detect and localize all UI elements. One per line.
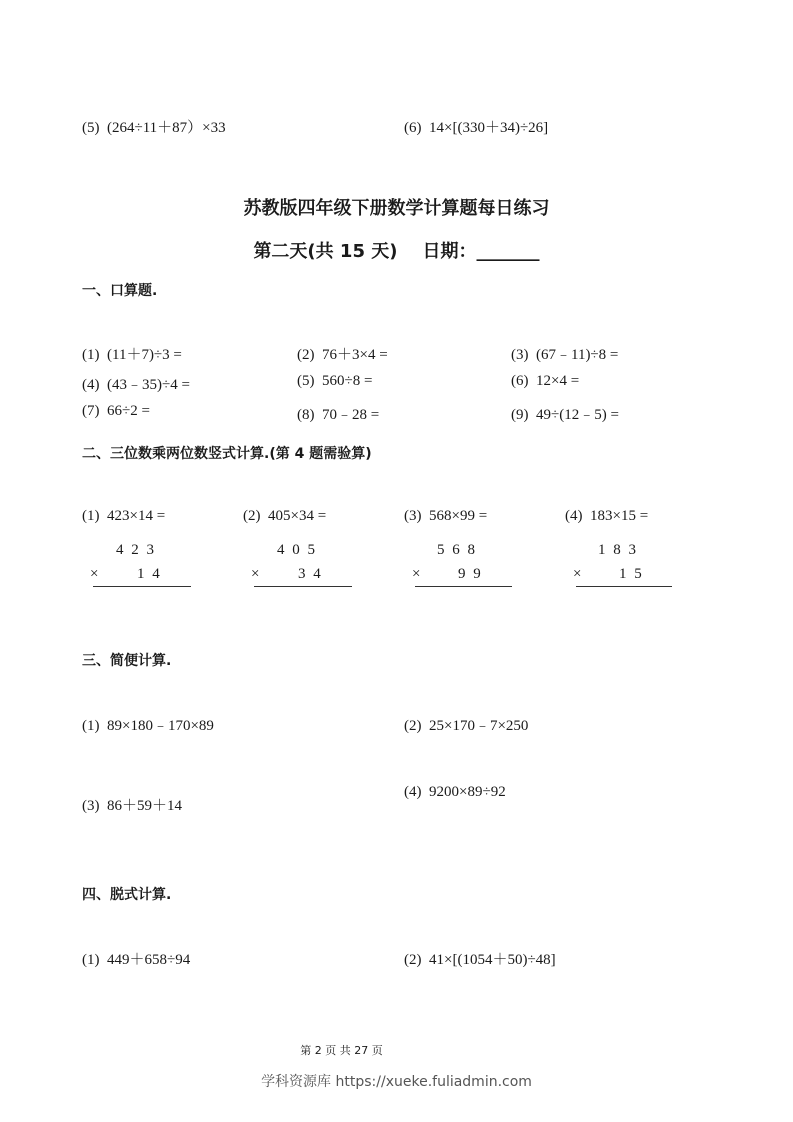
oral-item-8 [297, 403, 379, 424]
problem-expression: 183×15 = [590, 508, 649, 524]
simplify-item-2 [404, 714, 528, 735]
multiply-sign: × [573, 566, 582, 582]
problem-expression: 49÷(12﹣5) = [536, 407, 619, 423]
section-heading-oral: 一、口算题. [82, 283, 158, 299]
problem-expression: 86＋59＋14 [107, 798, 183, 814]
problem-expression: 9200×89÷92 [429, 784, 506, 800]
page-subtitle: 第二天(共 15 天) 日期：_______ [253, 241, 540, 262]
problem-number: (1) [82, 508, 100, 524]
multiply-sign: × [412, 566, 421, 582]
oral-item-5 [297, 373, 372, 390]
vertical-multiplicand: 4 0 5 [277, 542, 315, 558]
problem-number: (4) [404, 784, 422, 800]
problem-number: (6) [511, 373, 529, 389]
problem-expression: 70﹣28 = [322, 407, 380, 423]
oral-item-7 [82, 403, 150, 420]
problem-expression: (264÷11＋87）×33 [107, 120, 226, 136]
problem-expression: 423×14 = [107, 508, 166, 524]
problem-expression: 76＋3×4 = [322, 347, 388, 363]
oral-item-2 [297, 343, 388, 364]
problem-number: (1) [82, 347, 100, 363]
problem-expression: 12×4 = [536, 373, 580, 389]
vertical-multiplier: 1 5 [619, 566, 642, 582]
problem-number: (2) [297, 347, 315, 363]
problem-expression: 405×34 = [268, 508, 327, 524]
section-heading-simplify: 三、简便计算. [82, 653, 172, 669]
problem-expression: (67﹣11)÷8 = [536, 347, 619, 363]
stepwise-item-2 [404, 948, 556, 969]
vertical-item-3 [404, 508, 487, 525]
multiply-sign: × [90, 566, 99, 582]
problem-number: (8) [297, 407, 315, 423]
problem-top-6 [404, 116, 548, 137]
vertical-multiplicand: 4 2 3 [116, 542, 154, 558]
problem-expression: 41×[(1054＋50)÷48] [429, 952, 556, 968]
simplify-item-4 [404, 784, 506, 801]
vertical-rule [415, 586, 512, 587]
problem-number: (2) [404, 718, 422, 734]
vertical-rule [576, 586, 672, 587]
problem-number: (3) [511, 347, 529, 363]
oral-item-4 [82, 373, 190, 394]
problem-expression: 560÷8 = [322, 373, 373, 389]
problem-number: (3) [404, 508, 422, 524]
problem-number: (3) [82, 798, 100, 814]
problem-expression: 14×[(330＋34)÷26] [429, 120, 549, 136]
problem-number: (4) [565, 508, 583, 524]
vertical-multiplier: 3 4 [298, 566, 321, 582]
problem-expression: (43﹣35)÷4 = [107, 377, 190, 393]
problem-number: (2) [404, 952, 422, 968]
problem-number: (4) [82, 377, 100, 393]
problem-number: (5) [297, 373, 315, 389]
page-title: 苏教版四年级下册数学计算题每日练习 [243, 198, 550, 219]
vertical-multiplier: 1 4 [137, 566, 160, 582]
problem-top-5 [82, 116, 226, 137]
simplify-item-3 [82, 794, 182, 815]
oral-item-6 [511, 373, 579, 390]
problem-number: (9) [511, 407, 529, 423]
problem-expression: 25×170﹣7×250 [429, 718, 529, 734]
watermark: 学科资源库 https://xueke.fuliadmin.com [261, 1074, 532, 1090]
problem-expression: 449＋658÷94 [107, 952, 191, 968]
vertical-multiplier: 9 9 [458, 566, 481, 582]
page-footer: 第 2 页 共 27 页 [300, 1044, 383, 1057]
problem-number: (5) [82, 120, 100, 136]
vertical-multiplicand: 5 6 8 [437, 542, 475, 558]
problem-expression: 568×99 = [429, 508, 488, 524]
problem-number: (1) [82, 718, 100, 734]
section-heading-vertical: 二、三位数乘两位数竖式计算.(第 4 题需验算) [82, 446, 372, 462]
vertical-item-1 [82, 508, 165, 525]
problem-number: (2) [243, 508, 261, 524]
simplify-item-1 [82, 714, 214, 735]
problem-number: (7) [82, 403, 100, 419]
vertical-item-4 [565, 508, 648, 525]
oral-item-3 [511, 343, 618, 364]
stepwise-item-1 [82, 948, 190, 969]
vertical-rule [254, 586, 352, 587]
oral-item-9 [511, 403, 619, 424]
multiply-sign: × [251, 566, 260, 582]
section-heading-stepwise: 四、脱式计算. [82, 887, 172, 903]
vertical-item-2 [243, 508, 326, 525]
vertical-multiplicand: 1 8 3 [598, 542, 636, 558]
problem-number: (1) [82, 952, 100, 968]
oral-item-1 [82, 343, 182, 364]
vertical-rule [93, 586, 191, 587]
problem-expression: (11＋7)÷3 = [107, 347, 182, 363]
problem-number: (6) [404, 120, 422, 136]
problem-expression: 66÷2 = [107, 403, 150, 419]
problem-expression: 89×180﹣170×89 [107, 718, 214, 734]
